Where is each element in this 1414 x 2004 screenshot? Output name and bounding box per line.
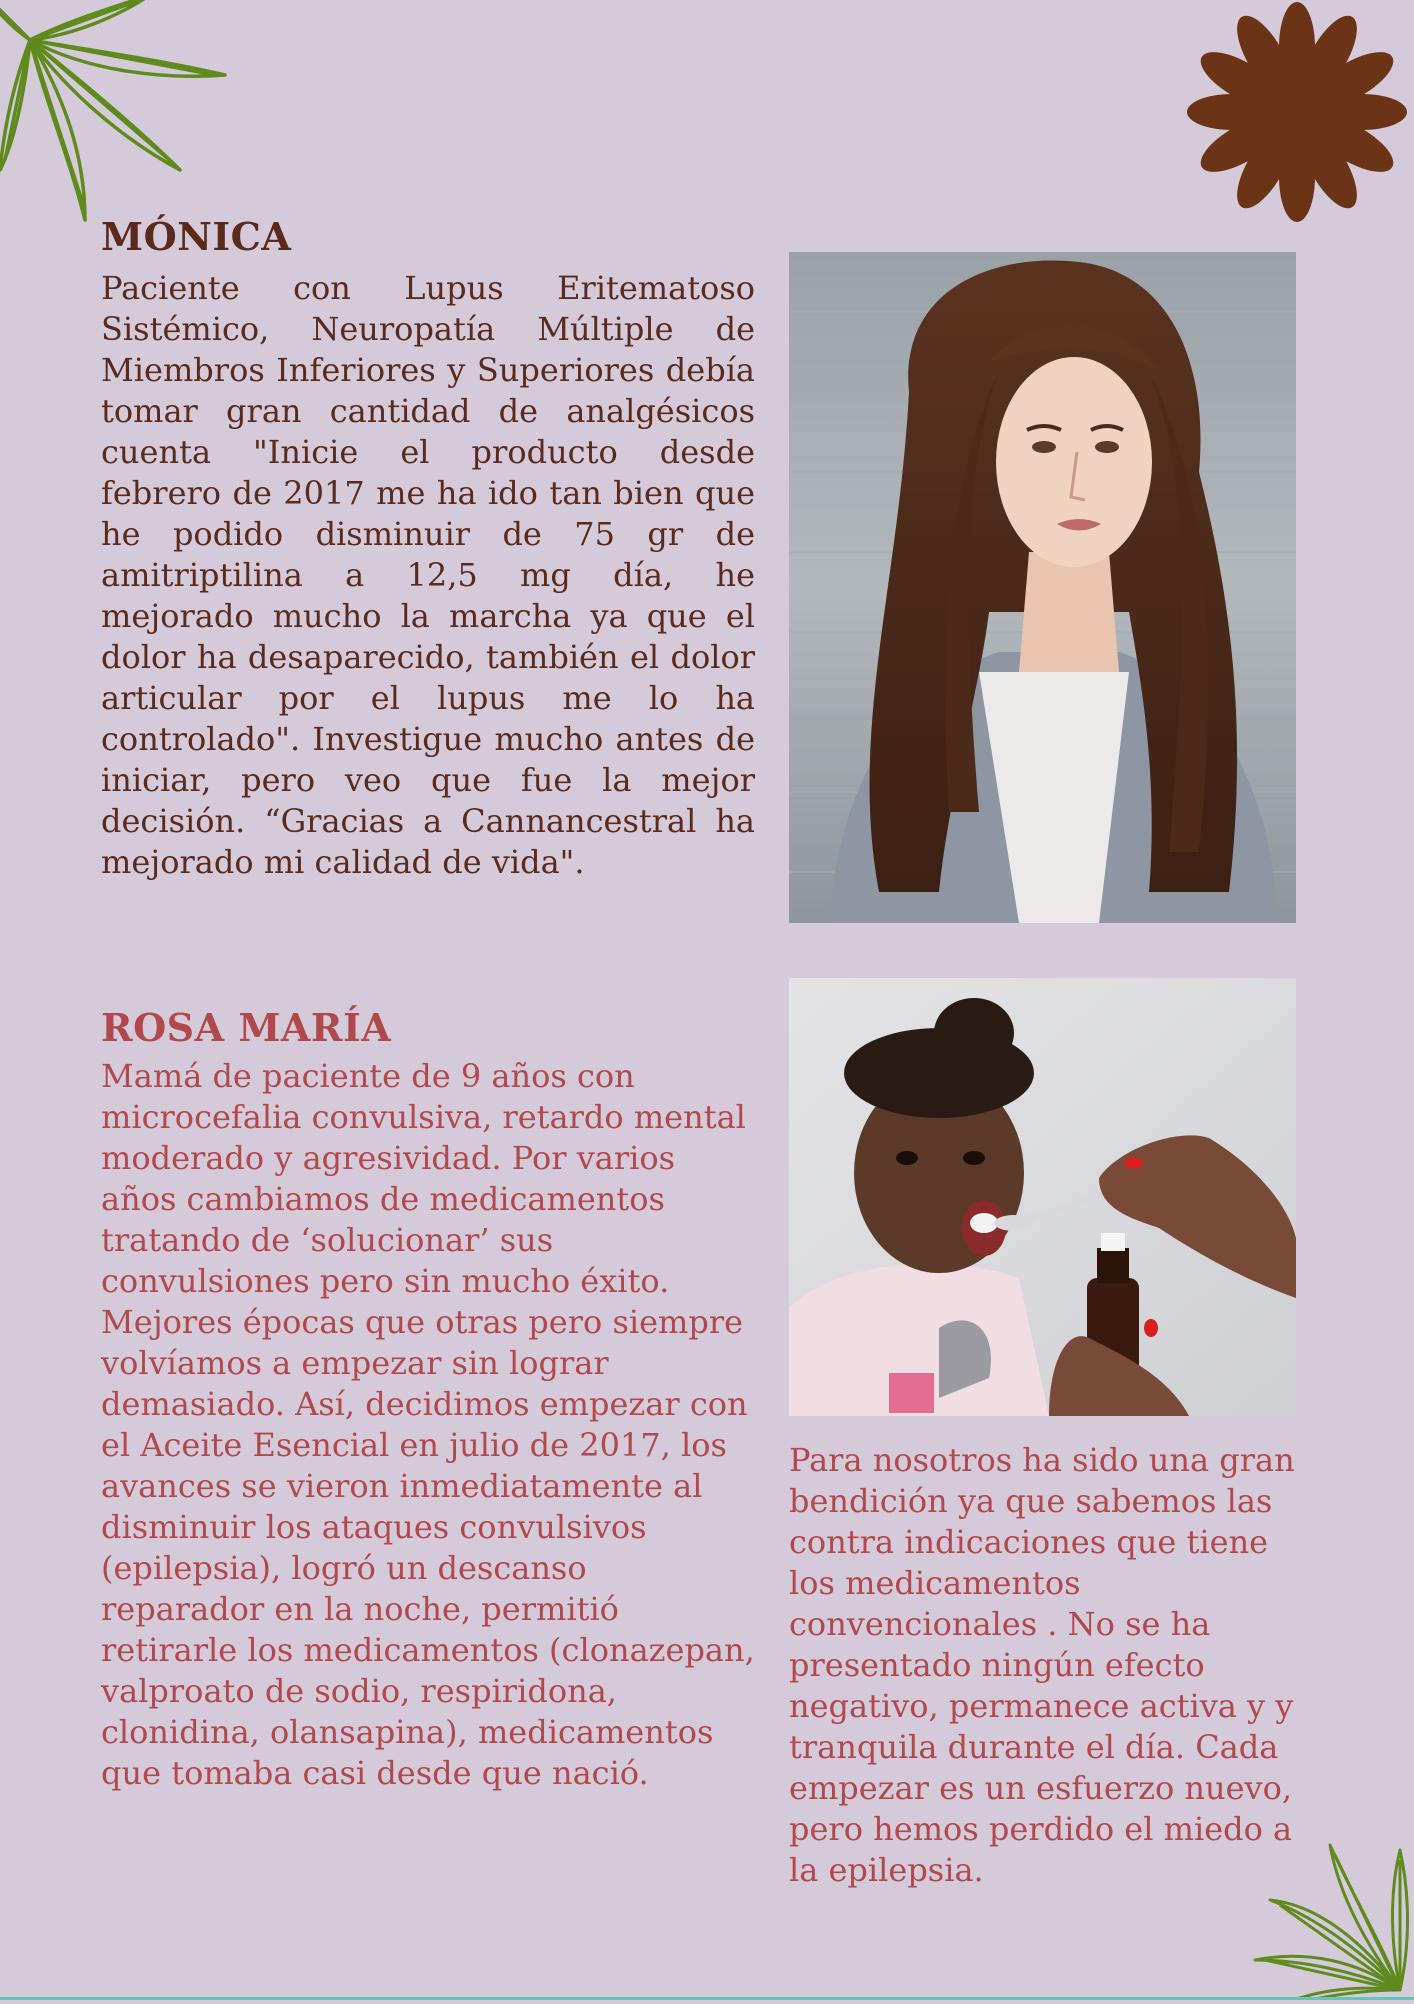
brown-flower-icon bbox=[1180, 0, 1414, 225]
cannabis-leaf-top-left-icon bbox=[0, 0, 230, 230]
child-medicine-photo bbox=[789, 978, 1296, 1416]
rosa-maria-testimonial-left: Mamá de paciente de 9 años con microcefalia convulsiva, retardo mental moderado y agresividad. Por varios años cambiamos de medicamentos tratando de ‘solucionar’ sus convulsiones pero sin mucho éxito. Mejores épocas que otras pero siempre volvíamos a empezar sin lograr demasiado. Así, decidimos empezar con el Aceite Esencial en julio de 2017, los avances se vieron inmediatamente al disminuir los ataques convulsivos (epilepsia), logró un descanso reparador en la noche, permitió retirarle los medicamentos (clonazepan, valproato de sodio, respiridona, clonidina, olansapina), medicamentos que tomaba casi desde que nació. bbox=[101, 1057, 755, 1792]
monica-testimonial-text: Paciente con Lupus Eritematoso Sistémico, Neuropatía Múltiple de Miembros Inferiores y Superiores debía tomar gran cantidad de analgésicos cuenta "Inicie el producto desde febrero de 2017 me ha ido tan bien que he podido disminuir de 75 gr de amitriptilina a 12,5 mg día, he mejorado mucho la marcha ya que el dolor ha desaparecido, también el dolor articular por el lupus me lo ha controlado". Investigue mucho antes de iniciar, pero veo que fue la mejor decisión. “Gracias a Cannancestral ha mejorado mi calidad de vida". bbox=[101, 269, 755, 881]
cannabis-leaf-bottom-right-icon bbox=[1250, 1840, 1414, 2000]
monica-name-heading: MÓNICA bbox=[101, 214, 292, 259]
rosa-maria-testimonial-right: Para nosotros ha sido una gran bendición ya que sabemos las contra indicaciones que tiene los medicamentos convencionales . No se ha presentado ningún efecto negativo, permanece activa y y tranquila durante el día. Cada empezar es un esfuerzo nuevo, pero hemos perdido el miedo a la epilepsia. bbox=[789, 1441, 1295, 1889]
monica-photo bbox=[789, 252, 1296, 923]
rosa-maria-name-heading: ROSA MARÍA bbox=[101, 1005, 392, 1050]
